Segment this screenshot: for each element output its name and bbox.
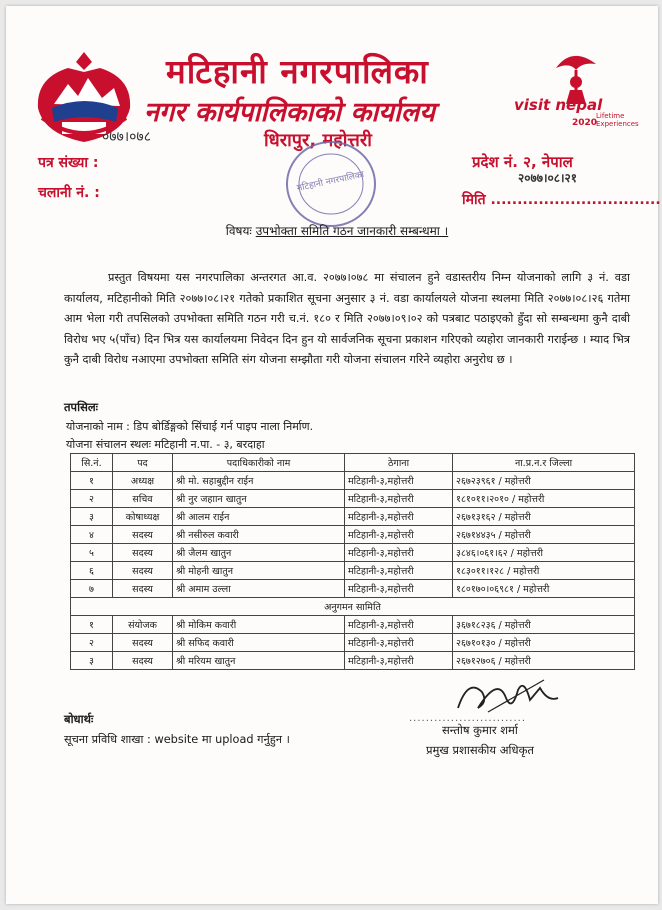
province-label: प्रदेश नं. २, नेपाल (472, 153, 573, 171)
cell-sn: १ (71, 616, 113, 634)
cell-citizenship: २६७१४४३५ / महोत्तरी (453, 526, 635, 544)
table-row (71, 652, 635, 670)
table-row (71, 634, 635, 652)
body-paragraph: प्रस्तुत विषयमा यस नगरपालिका अन्तरगत आ.व. २०७७।०७८ मा संचालन हुने वडास्तरीय निम्न योजनाको लागि ३ नं. वडा कार्यालय, मटिहानीको मिति २०७७।०८।२१ गतेको प्रकाशित सूचना अनुसार ३ नं. वडा कार्यालयले योजना स्थलमा मिति २०७७।०८।२६ गतेमा आम भेला गरी तपसिलको उपभोक्ता समिति गठन गरी च.नं. १८० र मिति २०७७।०९।०२ को पत्रबाट पठाइएको हुँदा सो सम्बन्धमा कुनै दाबी विरोध भए ५(पाँच) दिन भित्र यस कार्यालयमा निवेदन दिन हुन यो सार्वजनिक सूचना प्रकाशन गरिएको व्यहोरा जानकारी गराईन्छ । म्याद भित्र कुनै दाबी विरोध नआएमा उपभोक्ता समिति संग योजना सम्झौता गरी योजना संचालन गरिने व्यहोरा अनुरोध छ । (64, 271, 630, 366)
cell-address: मटिहानी-३,महोत्तरी (345, 544, 453, 562)
cell-sn: ३ (71, 508, 113, 526)
cell-post: सचिव (113, 490, 173, 508)
stamp-text: मटिहानी नगरपालिका (296, 169, 366, 194)
cell-name: श्री आलम राईन (173, 508, 345, 526)
cell-citizenship: २६७१३१६२ / महोत्तरी (453, 508, 635, 526)
cell-citizenship: ३६७१८२३६ / महोत्तरी (453, 616, 635, 634)
signer-post: प्रमुख प्रशासकीय अधिकृत (426, 743, 534, 757)
committee-table (70, 453, 635, 670)
table-row (71, 508, 635, 526)
cell-sn: २ (71, 490, 113, 508)
tapasil-label: तपसिलः (64, 400, 98, 414)
letter-body (64, 268, 630, 371)
table-subheader-row (71, 598, 635, 616)
cell-post: कोषाध्यक्ष (113, 508, 173, 526)
office-title: नगर कार्यपालिकाको कार्यालय (144, 97, 435, 128)
cell-sn: ५ (71, 544, 113, 562)
cell-address: मटिहानी-३,महोत्तरी (345, 580, 453, 598)
cell-post: सदस्य (113, 652, 173, 670)
cell-post: अध्यक्ष (113, 472, 173, 490)
cell-name: श्री मरियम खातुन (173, 652, 345, 670)
cell-name: श्री मो. सहाबुद्दीन राईन (173, 472, 345, 490)
cell-citizenship: १८०१७०।०६९८१ / महोत्तरी (453, 580, 635, 598)
handwritten-date: २०७७।०८।२१ (518, 171, 578, 185)
subject-label: विषयः (225, 224, 252, 238)
cell-address: मटिहानी-३,महोत्तरी (345, 472, 453, 490)
visit-nepal-logo (512, 46, 640, 138)
office-stamp (276, 134, 386, 234)
cell-name: श्री मोकिम कवारी (173, 616, 345, 634)
table-row (71, 526, 635, 544)
table-row (71, 580, 635, 598)
cell-sn: १ (71, 472, 113, 490)
cell-citizenship: २६७२३९६१ / महोत्तरी (453, 472, 635, 490)
cell-name: श्री सफिद कवारी (173, 634, 345, 652)
cell-address: मटिहानी-३,महोत्तरी (345, 634, 453, 652)
signature-line: ............................ (409, 713, 527, 724)
visit-year: 2020 (572, 118, 598, 128)
cell-sn: २ (71, 634, 113, 652)
cell-post: सदस्य (113, 634, 173, 652)
visit-tagline: Lifetime Experiences (596, 112, 639, 128)
col-address: ठेगाना (345, 454, 453, 472)
cell-citizenship: १८१०११।२०१० / महोत्तरी (453, 490, 635, 508)
cell-address: मटिहानी-३,महोत्तरी (345, 616, 453, 634)
cell-name: श्री अमाम उल्ला (173, 580, 345, 598)
cell-citizenship: ३८४६।०६१।६२ / महोत्तरी (453, 544, 635, 562)
col-sn: सि.नं. (71, 454, 113, 472)
cell-post: सदस्य (113, 526, 173, 544)
cell-citizenship: २६७१२७०६ / महोत्तरी (453, 652, 635, 670)
cell-post: संयोजक (113, 616, 173, 634)
letter-subject (6, 222, 662, 239)
chalani-label: चलानी नं. : (38, 185, 100, 201)
cell-address: मटिहानी-३,महोत्तरी (345, 562, 453, 580)
miti-label: मिति ................................ (462, 192, 661, 208)
bodhartha-label: बोधार्थः (64, 712, 94, 726)
monitoring-committee-label: अनुगमन सामिति (71, 598, 635, 616)
cell-address: मटिहानी-३,महोत्तरी (345, 508, 453, 526)
it-section-note: सूचना प्रविधि शाखा : website मा upload गर्नुहुन । (64, 733, 290, 746)
letter-page (6, 6, 661, 904)
col-name: पदाधिकारीको नाम (173, 454, 345, 472)
table-row (71, 490, 635, 508)
table-row (71, 472, 635, 490)
table-row (71, 544, 635, 562)
table-row (71, 562, 635, 580)
table-row (71, 616, 635, 634)
visit-nepal-text: visit nepal (514, 96, 603, 114)
cell-name: श्री नसीरुल कवारी (173, 526, 345, 544)
col-citizenship: ना.प्र.न.र जिल्ला (453, 454, 635, 472)
cell-address: मटिहानी-३,महोत्तरी (345, 526, 453, 544)
cell-sn: ४ (71, 526, 113, 544)
cell-sn: ७ (71, 580, 113, 598)
subject-text: उपभोक्ता समिति गठन जानकारी सम्बन्धमा । (255, 224, 449, 238)
cell-post: सदस्य (113, 562, 173, 580)
cell-name: श्री नुर जहाान खातुन (173, 490, 345, 508)
cell-name: श्री जैलम खातुन (173, 544, 345, 562)
cell-address: मटिहानी-३,महोत्तरी (345, 652, 453, 670)
office-address: धिरापुर, महोत्तरी (264, 130, 372, 151)
cell-post: सदस्य (113, 580, 173, 598)
patra-sankhya-label: पत्र संख्या : (38, 155, 99, 171)
fiscal-year: ०७७।०७८ (102, 129, 151, 145)
project-location: योजना संचालन स्थलः मटिहानी न.पा. - ३, बरदाहा (66, 438, 265, 451)
cell-citizenship: १८३०११।१२८ / महोत्तरी (453, 562, 635, 580)
project-name: योजनाको नाम : डिप बोर्डिङ्गको सिंचाई गर्न पाइप नाला निर्माण. (66, 420, 314, 433)
cell-address: मटिहानी-३,महोत्तरी (345, 490, 453, 508)
municipality-title: मटिहानी नगरपालिका (166, 52, 429, 91)
cell-citizenship: २६७१०१३० / महोत्तरी (453, 634, 635, 652)
signer-name: सन्तोष कुमार शर्मा (442, 723, 518, 737)
cell-post: सदस्य (113, 544, 173, 562)
table-header-row (71, 454, 635, 472)
cell-name: श्री मोहनी खातुन (173, 562, 345, 580)
col-post: पद (113, 454, 173, 472)
cell-sn: ३ (71, 652, 113, 670)
cell-sn: ६ (71, 562, 113, 580)
